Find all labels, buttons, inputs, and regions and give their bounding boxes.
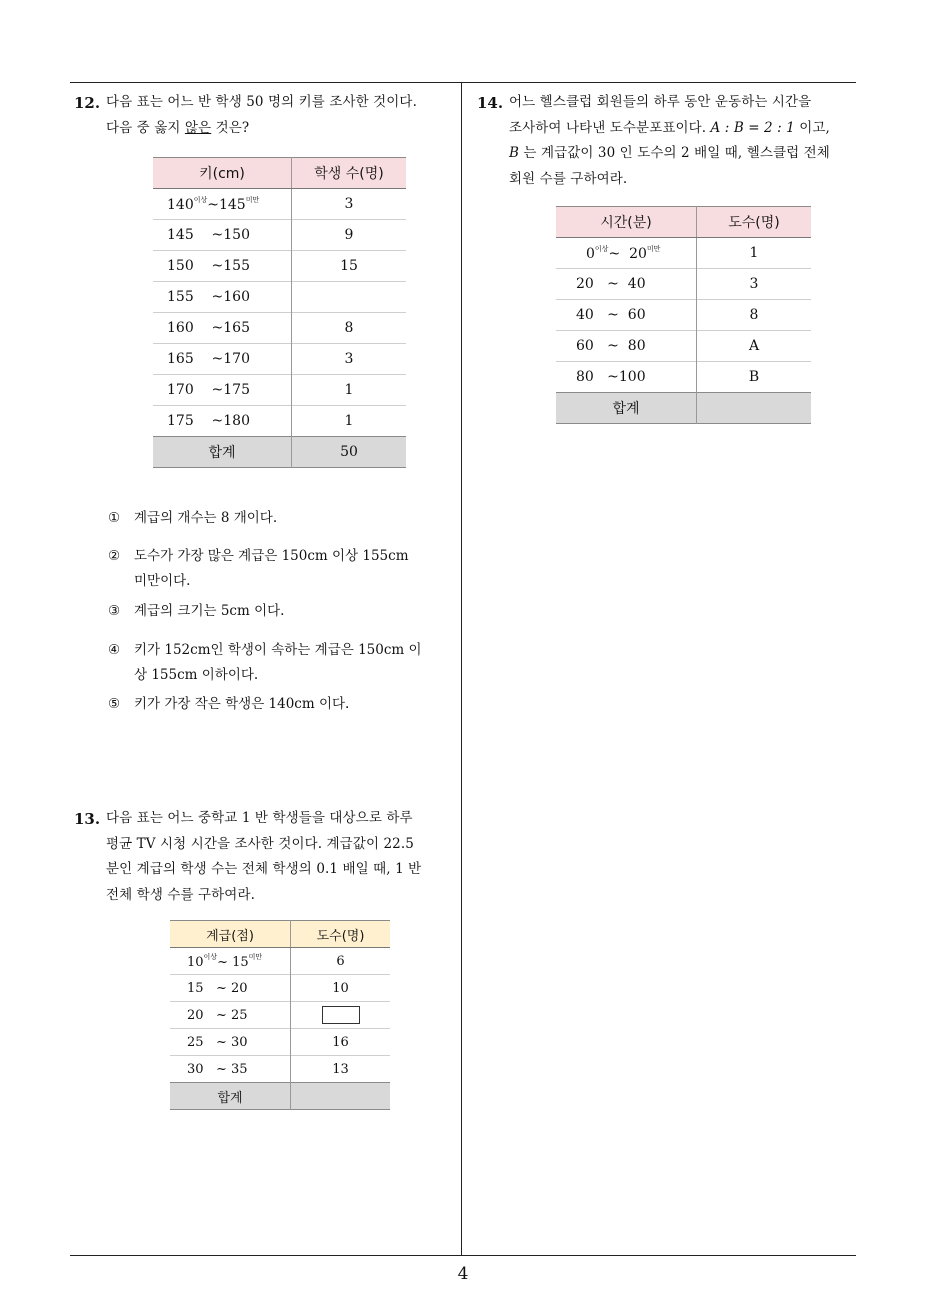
class-range: 80 ~100 (556, 362, 697, 393)
class-range: 15 ~ 20 (170, 975, 291, 1002)
q12-option-4[interactable] (108, 638, 448, 688)
frequency: 6 (291, 948, 391, 975)
q12-header-count: 학생 수(명) (292, 158, 407, 189)
frequency: 1 (292, 406, 407, 437)
q14-number: 14. (477, 94, 504, 112)
q12-line2-pre: 다음 중 옳지 (106, 119, 185, 136)
table-row (170, 1002, 390, 1029)
class-range: 40 ~ 60 (556, 300, 697, 331)
table-row (153, 344, 406, 375)
q13-line2: 평균 TV 시청 시간을 조사한 것이다. 계급값이 22.5 (106, 835, 414, 852)
table-row (556, 238, 811, 269)
option-text: 키가 152cm인 학생이 속하는 계급은 150cm 이 (134, 642, 422, 658)
total-label: 합계 (170, 1083, 291, 1110)
option-text: 도수가 가장 많은 계급은 150cm 이상 155cm (134, 548, 409, 564)
total-label: 합계 (153, 437, 292, 468)
frequency: 3 (292, 344, 407, 375)
q14-line3 (509, 141, 861, 167)
q14-header-count: 도수(명) (697, 207, 812, 238)
table-row (170, 975, 390, 1002)
class-range: $0^{이상}\sim$ $20^{미만}$ (556, 238, 697, 269)
table-row (556, 362, 811, 393)
page-number: 4 (457, 1264, 469, 1284)
q14-line1: 어느 헬스클럽 회원들의 하루 동안 운동하는 시간을 (509, 94, 812, 110)
option-text-cont: 미만이다. (134, 573, 191, 589)
frequency: 16 (291, 1029, 391, 1056)
total-row (153, 437, 406, 468)
q12-underlined-word: 않은 (184, 119, 212, 136)
table-row (153, 313, 406, 344)
bottom-rule (70, 1255, 856, 1256)
top-rule (70, 82, 856, 83)
option-mark: ③ (108, 603, 121, 619)
class-range: 25 ~ 30 (170, 1029, 291, 1056)
frequency: 3 (292, 189, 407, 220)
q13-line4: 전체 학생 수를 구하여라. (106, 886, 255, 903)
q12-line2-post: 것은? (211, 119, 250, 136)
frequency: 8 (697, 300, 812, 331)
q14-text (509, 90, 861, 192)
q14-line3-rest: 는 계급값이 30 인 도수의 2 배일 때, 헬스클럽 전체 (519, 145, 830, 161)
frequency: 1 (292, 375, 407, 406)
class-range: 160 ~165 (153, 313, 292, 344)
total-row (556, 393, 811, 424)
q12-option-3[interactable] (108, 599, 448, 624)
q14-ratio: A : B = 2 : 1 (710, 119, 795, 136)
table-row (170, 1056, 390, 1083)
table-row (153, 375, 406, 406)
frequency: B (697, 362, 812, 393)
q12-line2 (106, 116, 456, 142)
option-mark: ④ (108, 642, 121, 658)
q12-option-5[interactable] (108, 692, 448, 717)
class-range: 155 ~160 (153, 282, 292, 313)
frequency: 15 (292, 251, 407, 282)
table-row (556, 300, 811, 331)
frequency: 9 (292, 220, 407, 251)
blank-frequency (291, 1002, 391, 1029)
total-value (697, 393, 812, 424)
q12-option-1[interactable] (108, 506, 448, 531)
option-text: 계급의 크기는 5cm 이다. (134, 603, 285, 619)
q13-tv-time-table (170, 920, 390, 1110)
frequency: 10 (291, 975, 391, 1002)
table-row (153, 189, 406, 220)
total-value: 50 (292, 437, 407, 468)
frequency: 1 (697, 238, 812, 269)
class-range: 150 ~155 (153, 251, 292, 282)
class-range: 170 ~175 (153, 375, 292, 406)
table-row (153, 251, 406, 282)
total-value (291, 1083, 391, 1110)
q12-option-2[interactable] (108, 544, 448, 594)
q13-line1: 다음 표는 어느 중학교 1 반 학생들을 대상으로 하루 (106, 810, 413, 826)
table-row (153, 282, 406, 313)
total-row (170, 1083, 390, 1110)
total-label: 합계 (556, 393, 697, 424)
q12-number: 12. (74, 94, 101, 112)
option-mark: ⑤ (108, 696, 121, 712)
frequency: 8 (292, 313, 407, 344)
frequency: 3 (697, 269, 812, 300)
option-mark: ② (108, 548, 121, 564)
q13-header-count: 도수(명) (291, 921, 391, 948)
option-text-cont: 상 155cm 이하이다. (134, 667, 259, 683)
q14-line2-pre: 조사하여 나타낸 도수분포표이다. (509, 119, 711, 136)
q13-number: 13. (74, 810, 101, 828)
class-range: 165 ~170 (153, 344, 292, 375)
option-mark: ① (108, 510, 121, 526)
q14-exercise-table (556, 206, 811, 424)
table-row (153, 406, 406, 437)
q14-line4: 회원 수를 구하여라. (509, 170, 628, 187)
q12-text (106, 90, 456, 141)
class-range: $140^{이상}\sim 145^{미만}$ (153, 189, 292, 220)
table-row (556, 269, 811, 300)
class-range: 175 ~180 (153, 406, 292, 437)
option-text: 계급의 개수는 8 개이다. (134, 510, 278, 526)
table-row (170, 948, 390, 975)
frequency (292, 282, 407, 313)
table-row (556, 331, 811, 362)
q13-text (106, 806, 458, 908)
q14-line2-post: 이고, (794, 119, 830, 136)
q14-line2 (509, 116, 861, 142)
class-range: $10^{이상}\sim$ $15^{미만}$ (170, 948, 291, 975)
class-range: 30 ~ 35 (170, 1056, 291, 1083)
frequency: 13 (291, 1056, 391, 1083)
table-row (153, 220, 406, 251)
q13-header-class: 계급(점) (170, 921, 291, 948)
option-text: 키가 가장 작은 학생은 140cm 이다. (134, 696, 350, 712)
q14-variable-b: B (509, 145, 520, 161)
q12-header-height: 키(cm) (153, 158, 292, 189)
answer-blank-box[interactable] (322, 1006, 360, 1024)
q12-line1: 다음 표는 어느 반 학생 50 명의 키를 조사한 것이다. (106, 94, 417, 110)
class-range: 60 ~ 80 (556, 331, 697, 362)
frequency: A (697, 331, 812, 362)
q14-header-time: 시간(분) (556, 207, 697, 238)
q13-line3: 분인 계급의 학생 수는 전체 학생의 0.1 배일 때, 1 반 (106, 861, 422, 877)
table-row (170, 1029, 390, 1056)
column-divider (461, 82, 462, 1256)
class-range: 145 ~150 (153, 220, 292, 251)
class-range: 20 ~ 40 (556, 269, 697, 300)
q12-height-table (153, 157, 406, 468)
class-range: 20 ~ 25 (170, 1002, 291, 1029)
